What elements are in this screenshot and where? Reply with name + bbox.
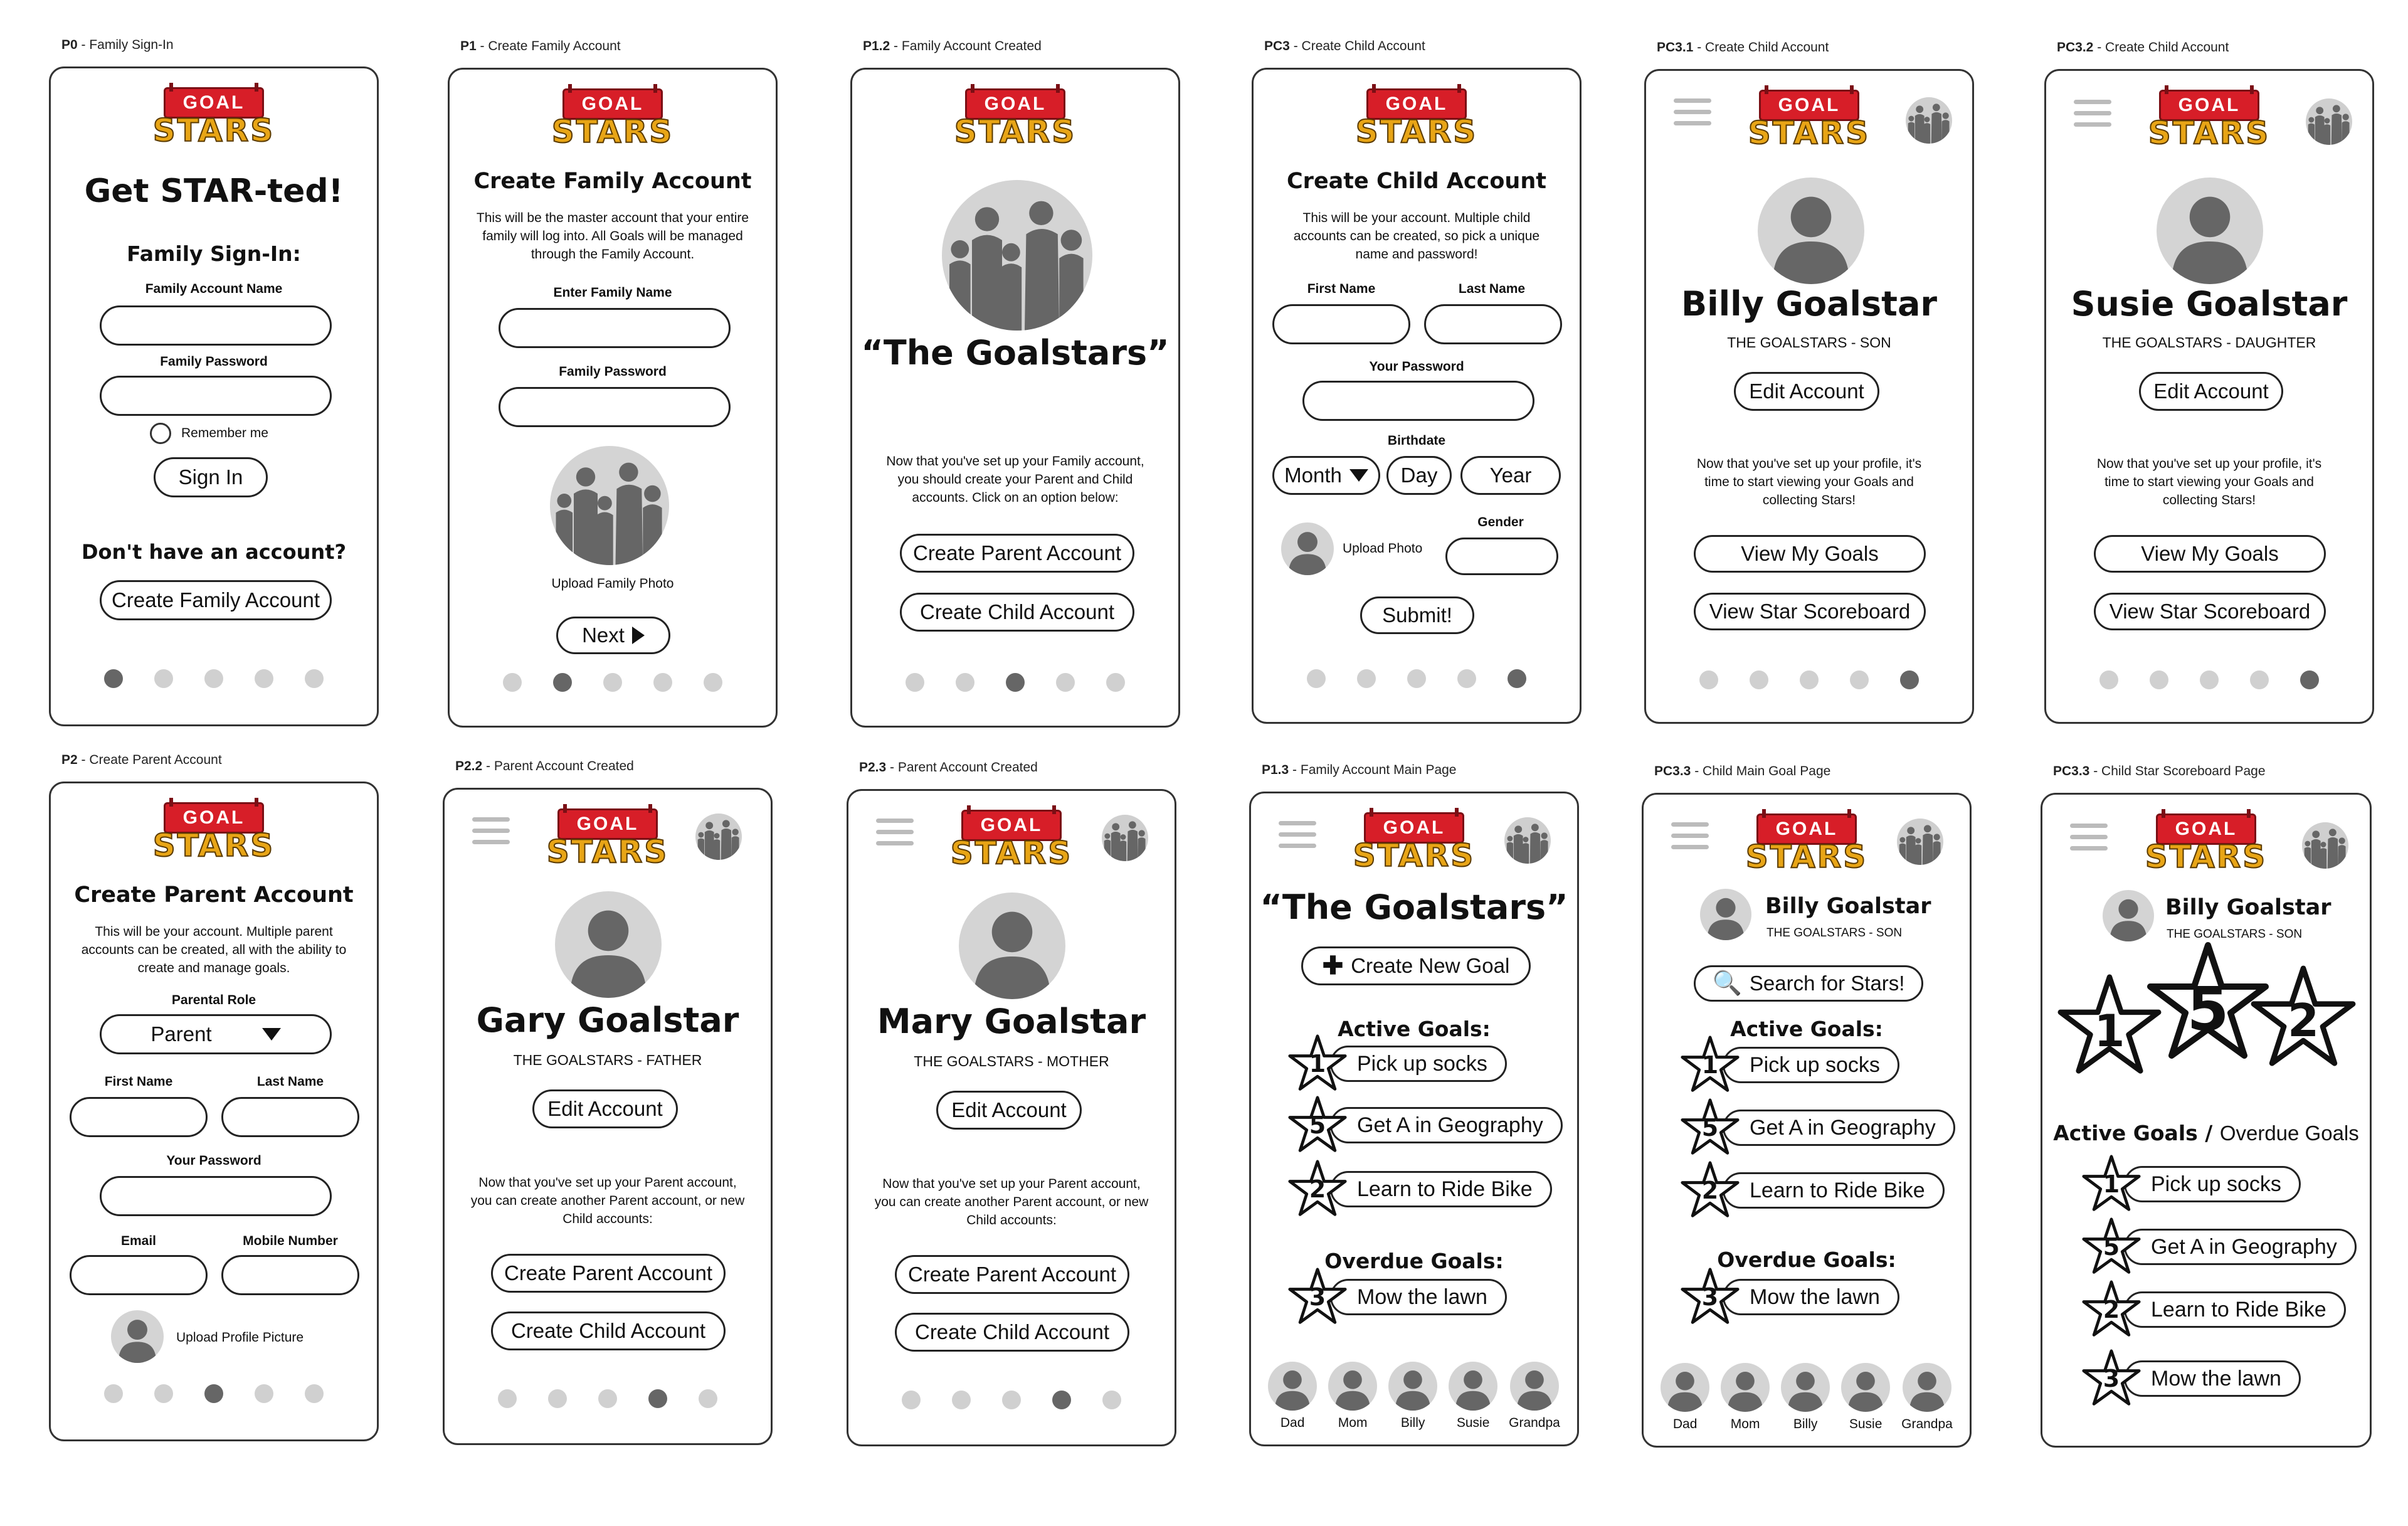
family-member-susie[interactable] <box>1449 1362 1497 1431</box>
avatar <box>1903 1363 1951 1412</box>
goal-label: Pick up socks <box>2124 1166 2301 1202</box>
edit-account-button[interactable]: Edit Account <box>2139 372 2283 411</box>
family-member-label: Dad <box>1280 1416 1305 1430</box>
create-child-account-button[interactable]: Create Child Account <box>900 593 1134 632</box>
goal-item[interactable] <box>1287 1106 1563 1145</box>
goal-item[interactable] <box>2081 1165 2301 1204</box>
parental-role-select[interactable]: Parent <box>100 1014 332 1054</box>
profile-avatar <box>2157 178 2263 284</box>
upload-photo-label: Upload Family Photo <box>551 576 674 591</box>
screen-caption: Child Main Goal Page <box>1703 764 1831 778</box>
screen-pc3-1: PC3.1 - Create Child Account GOAL STARS Billy Goalstar THE GOALSTARS - SON Edit Account Now that you've set up your profile, it's time to start viewing your Goals and collecting Stars! View My Goals View Star Scoreboard <box>1644 69 1974 724</box>
profile-avatar <box>959 893 1065 999</box>
goal-item[interactable] <box>2081 1227 2357 1266</box>
screen-id: PC3.1 <box>1657 40 1694 55</box>
screen-caption: Create Parent Account <box>89 753 222 767</box>
page-dots <box>852 673 1178 692</box>
avatar <box>1781 1363 1830 1412</box>
no-account-heading: Don't have an account? <box>81 540 347 564</box>
mobile-number-label: Mobile Number <box>243 1234 338 1248</box>
edit-account-button[interactable]: Edit Account <box>532 1089 678 1128</box>
screen-caption: Family Account Main Page <box>1300 763 1457 777</box>
goal-star-count: 5 <box>1701 1114 1719 1142</box>
goal-star-count: 3 <box>1701 1283 1719 1311</box>
goal-item[interactable] <box>1680 1278 1899 1317</box>
goal-star-count: 1 <box>2103 1170 2120 1198</box>
screen-caption: Create Child Account <box>1301 39 1425 53</box>
goal-label: Mow the lawn <box>1723 1279 1899 1315</box>
avatar <box>1268 1362 1317 1411</box>
page-description: Now that you've set up your profile, it's time to start viewing your Goals and collecting Stars! <box>1696 457 1922 507</box>
page-title: Create Family Account <box>473 169 752 194</box>
star-icon <box>2081 1217 2141 1277</box>
screen-p2: P2 - Create Parent Account GOAL STARS Create Parent Account This will be your account. Multiple parent accounts can be created, all with the ability to create and manage goals. Parental Role Parent First Name Last Name Your Password Email Mobile Number Upload Profile Picture <box>49 782 379 1441</box>
screen-id: P2.2 <box>455 759 483 773</box>
family-icon[interactable] <box>1906 97 1952 144</box>
last-name-label: Last Name <box>256 1074 324 1089</box>
overdue-goals-heading: Overdue Goals: <box>1324 1249 1504 1273</box>
phone-frame <box>49 66 379 726</box>
goal-stars-logo: GOAL STARS <box>2143 813 2269 876</box>
screen-p2-3: P2.3 - Parent Account Created GOAL STARS Mary Goalstar THE GOALSTARS - MOTHER Edit Account Now that you've set up your Parent account, you can create another Parent account, or new Child accounts: Create Parent Account Create Child Account <box>847 789 1176 1446</box>
search-stars-button[interactable]: 🔍 Search for Stars! <box>1694 965 1923 1002</box>
star-icon <box>1287 1267 1348 1327</box>
family-member-billy[interactable] <box>1388 1362 1437 1431</box>
last-name-label: Last Name <box>1458 282 1526 296</box>
family-members-bar <box>1251 1362 1577 1431</box>
family-members-bar <box>1644 1363 1970 1432</box>
profile-name: Billy Goalstar <box>2165 895 2331 920</box>
page-description: Now that you've set up your Parent account, you can create another Parent account, or new Child accounts: <box>470 1175 745 1226</box>
goal-stars-logo: GOAL STARS <box>1746 90 1872 152</box>
first-name-label: First Name <box>104 1074 173 1089</box>
screen-caption: Create Family Account <box>488 39 621 53</box>
goal-stars-logo: GOAL STARS <box>1351 812 1477 875</box>
family-member-label: Billy <box>1793 1417 1818 1431</box>
upload-photo-label: Upload Photo <box>1343 541 1423 556</box>
goal-star-count: 3 <box>1309 1283 1326 1311</box>
screen-id: P2.3 <box>859 760 887 775</box>
family-icon[interactable] <box>1504 817 1551 864</box>
chevron-down-icon <box>262 1028 281 1041</box>
view-my-goals-button[interactable]: View My Goals <box>1694 535 1926 573</box>
phone-frame <box>850 68 1180 728</box>
goal-item[interactable] <box>1287 1170 1552 1209</box>
screen-id: PC3.3 <box>2053 764 2090 778</box>
first-name-input[interactable] <box>1272 304 1410 344</box>
remember-me-radio[interactable] <box>150 423 171 444</box>
goal-star-count: 3 <box>2103 1365 2120 1392</box>
profile-role: THE GOALSTARS - SON <box>1727 334 1891 351</box>
goal-label: Get A in Geography <box>1330 1107 1563 1143</box>
password-input[interactable] <box>1302 381 1534 421</box>
avatar <box>1510 1362 1559 1411</box>
goal-stars-logo: GOAL STARS <box>550 88 675 151</box>
password-label: Family Password <box>160 354 268 369</box>
family-member-dad[interactable] <box>1268 1362 1317 1431</box>
screen-id: P1.2 <box>863 39 890 53</box>
goal-item[interactable] <box>1287 1044 1507 1083</box>
page-dots <box>848 1391 1175 1409</box>
goal-label: Mow the lawn <box>1330 1279 1507 1315</box>
screen-caption: Create Child Account <box>1705 40 1829 55</box>
family-member-label: Grandpa <box>1509 1416 1560 1430</box>
profile-name: Mary Goalstar <box>877 1002 1146 1041</box>
chevron-down-icon <box>1349 469 1368 482</box>
family-name-input[interactable] <box>499 308 731 348</box>
phone-frame <box>2041 793 2372 1448</box>
active-score-value: 1 <box>2094 1005 2125 1057</box>
star-icon <box>1680 1267 1740 1327</box>
star-icon <box>1680 1035 1740 1095</box>
goal-label: Pick up socks <box>1723 1047 1899 1083</box>
star-icon <box>1287 1095 1348 1155</box>
family-photo <box>942 180 1092 331</box>
profile-name: Gary Goalstar <box>476 1000 739 1040</box>
menu-icon[interactable] <box>472 817 510 845</box>
edit-account-button[interactable]: Edit Account <box>936 1091 1082 1130</box>
overdue-goals-heading: Overdue Goals: <box>1717 1248 1896 1272</box>
phone-frame <box>847 789 1176 1446</box>
family-member-mom[interactable] <box>1721 1363 1770 1432</box>
profile-avatar <box>2103 890 2154 941</box>
goal-star-count: 5 <box>1309 1111 1326 1139</box>
password-input[interactable] <box>100 1176 332 1216</box>
page-description: Now that you've set up your Parent account, you can create another Parent account, or new Child accounts: <box>874 1177 1149 1227</box>
star-icon <box>1680 1160 1740 1221</box>
next-button[interactable]: Next <box>556 617 670 654</box>
screen-caption: Create Child Account <box>2105 40 2229 55</box>
profile-avatar <box>1758 178 1864 284</box>
create-parent-account-button[interactable]: Create Parent Account <box>491 1254 726 1293</box>
screen-id: P2 <box>61 753 78 767</box>
profile-name: Billy Goalstar <box>1765 894 1931 919</box>
goal-stars-logo: GOAL STARS <box>151 802 277 865</box>
avatar <box>1661 1363 1709 1412</box>
page-dots <box>1254 669 1580 688</box>
menu-icon[interactable] <box>2070 824 2108 851</box>
star-icon <box>2081 1280 2141 1340</box>
view-my-goals-button[interactable]: View My Goals <box>2094 535 2326 573</box>
family-member-label: Grandpa <box>1901 1417 1953 1431</box>
search-icon: 🔍 <box>1712 970 1742 997</box>
profile-role: THE GOALSTARS - MOTHER <box>914 1053 1109 1069</box>
page-dots <box>51 669 377 688</box>
overdue-score-value: 2 <box>2287 994 2320 1047</box>
goal-label: Learn to Ride Bike <box>2124 1291 2346 1328</box>
goal-label: Mow the lawn <box>2124 1360 2301 1397</box>
goal-stars-logo: GOAL STARS <box>953 88 1078 151</box>
family-member-label: Mom <box>1730 1417 1760 1431</box>
page-description: Now that you've set up your profile, it's time to start viewing your Goals and collecting Stars! <box>2096 457 2322 507</box>
goal-star-count: 1 <box>1309 1050 1326 1078</box>
month-select[interactable]: Month <box>1272 456 1380 495</box>
avatar <box>1449 1362 1497 1411</box>
goal-item[interactable] <box>2081 1290 2346 1329</box>
goal-item[interactable] <box>1680 1108 1955 1147</box>
create-parent-account-button[interactable]: Create Parent Account <box>900 534 1134 573</box>
account-name-input[interactable] <box>100 305 332 346</box>
sign-in-button[interactable]: Sign In <box>154 457 268 497</box>
screen-pc3-2: PC3.2 - Create Child Account GOAL STARS Susie Goalstar THE GOALSTARS - DAUGHTER Edit Account Now that you've set up your profile, it's time to start viewing your Goals and collecting Stars! View My Goals View Star Scoreboard <box>2044 69 2374 724</box>
screen-p1-3: P1.3 - Family Account Main Page GOAL STARS “The Goalstars” ✚ Create New Goal Active Goals: 1 Pick up socks 5 Get A in Geography 2 Learn to Ride Bike Overdue Goals: 3 Mow the lawn Dad Mom Billy Susie Grandpa <box>1249 792 1579 1446</box>
avatar <box>1841 1363 1890 1412</box>
gender-input[interactable] <box>1445 538 1558 575</box>
page-description: This will be your account. Multiple child accounts can be created, so pick a unique name and password! <box>1293 211 1540 262</box>
star-icon <box>2081 1348 2141 1409</box>
page-dots <box>450 673 776 692</box>
goal-star-count: 2 <box>1701 1177 1719 1204</box>
screen-p1-2: P1.2 - Family Account Created GOAL STARS “The Goalstars” Now that you've set up your Family account, you should create your Parent and Child accounts. Click on an option below: Create Parent Account Create Child Account <box>850 68 1180 728</box>
goal-stars-logo: GOAL STARS <box>1354 88 1479 151</box>
family-icon[interactable] <box>695 813 742 860</box>
screen-caption: Parent Account Created <box>897 760 1038 775</box>
create-family-account-button[interactable]: Create Family Account <box>100 580 332 620</box>
page-title: Create Parent Account <box>74 882 354 908</box>
view-star-scoreboard-button[interactable]: View Star Scoreboard <box>1694 593 1926 630</box>
play-icon <box>632 627 645 644</box>
upload-profile-label: Upload Profile Picture <box>176 1330 304 1345</box>
menu-icon[interactable] <box>2074 100 2111 127</box>
family-member-dad[interactable] <box>1661 1363 1709 1432</box>
family-member-mom[interactable] <box>1328 1362 1377 1431</box>
gender-label: Gender <box>1477 515 1524 529</box>
screen-id: P0 <box>61 38 78 52</box>
family-member-grandpa[interactable] <box>1509 1362 1560 1431</box>
screen-pc3-3-goals: PC3.3 - Child Main Goal Page GOAL STARS Billy Goalstar THE GOALSTARS - SON 🔍 Search for Stars! Active Goals: 1 Pick up socks 5 Get A in Geography 2 Learn to Ride Bike Overdue Goals: 3 Mow the lawn Dad Mom Billy Susie Grandpa <box>1642 793 1972 1448</box>
page-title: Get STAR-ted! <box>84 172 344 210</box>
upload-profile-avatar[interactable] <box>111 1310 164 1363</box>
star-icon <box>1680 1098 1740 1158</box>
goal-item[interactable] <box>1680 1171 1945 1210</box>
family-member-billy[interactable] <box>1781 1363 1830 1432</box>
mobile-number-input[interactable] <box>221 1255 359 1295</box>
email-input[interactable] <box>70 1255 208 1295</box>
family-member-label: Mom <box>1338 1416 1368 1430</box>
profile-avatar <box>555 891 662 998</box>
star-icon <box>1287 1034 1348 1094</box>
edit-account-button[interactable]: Edit Account <box>1734 372 1879 411</box>
menu-icon[interactable] <box>1671 822 1709 850</box>
profile-role: THE GOALSTARS - SON <box>1766 926 1903 940</box>
family-name: “The Goalstars” <box>1260 888 1568 927</box>
family-member-label: Susie <box>1849 1417 1883 1431</box>
create-child-account-button[interactable]: Create Child Account <box>491 1311 726 1350</box>
password-label: Your Password <box>166 1153 261 1168</box>
star-icon <box>2081 1154 2141 1214</box>
page-dots <box>51 1384 377 1403</box>
screen-p0: P0 - Family Sign-In GOAL STARS Get STAR-ted! Family Sign-In: Family Account Name Family Password Remember me Sign In Don't have an account? Create Family Account <box>49 66 379 726</box>
phone-frame <box>1252 68 1582 724</box>
screen-p2-2: P2.2 - Parent Account Created GOAL STARS Gary Goalstar THE GOALSTARS - FATHER Edit Account Now that you've set up your Parent account, you can create another Parent account, or new Child accounts: Create Parent Account Create Child Account <box>443 788 773 1445</box>
family-member-label: Susie <box>1456 1416 1490 1430</box>
menu-icon[interactable] <box>876 819 914 846</box>
active-goals-heading: Active Goals: <box>1730 1017 1883 1041</box>
family-member-label: Billy <box>1400 1416 1425 1430</box>
section-title: Family Sign-In: <box>127 241 301 266</box>
page-dots <box>1646 670 1972 689</box>
screen-caption: Family Account Created <box>901 39 1042 53</box>
screen-caption: Family Sign-In <box>89 38 174 52</box>
family-member-susie[interactable] <box>1841 1363 1890 1432</box>
screen-id: PC3 <box>1264 39 1290 53</box>
goal-label: Pick up socks <box>1330 1046 1507 1082</box>
upload-photo-avatar[interactable] <box>1281 522 1334 575</box>
day-select[interactable]: Day <box>1386 456 1452 495</box>
menu-icon[interactable] <box>1674 98 1711 126</box>
family-icon[interactable] <box>2302 822 2348 869</box>
goal-item[interactable] <box>2081 1359 2301 1398</box>
page-description: This will be the master account that your entire family will log into. All Goals will be managed through the Family Account. <box>476 211 749 262</box>
plus-icon: ✚ <box>1322 952 1344 980</box>
scoreboard-heading: Active Goals / Overdue Goals <box>2053 1121 2359 1145</box>
page-description: This will be your account. Multiple parent accounts can be created, all with the ability to create and manage goals. <box>81 925 347 975</box>
goal-stars-logo: GOAL STARS <box>151 87 277 150</box>
screen-caption: Child Star Scoreboard Page <box>2101 764 2266 778</box>
family-name: “The Goalstars” <box>861 333 1170 373</box>
email-label: Email <box>120 1234 157 1248</box>
last-name-input[interactable] <box>221 1097 359 1137</box>
page-dots <box>2046 670 2372 689</box>
password-label: Your Password <box>1369 359 1464 374</box>
star-icon <box>1287 1159 1348 1219</box>
profile-avatar <box>1700 889 1751 940</box>
goal-label: Get A in Geography <box>2124 1229 2357 1265</box>
phone-frame <box>443 788 773 1445</box>
goal-stars-logo: GOAL STARS <box>2147 90 2272 152</box>
first-name-input[interactable] <box>70 1097 208 1137</box>
submit-button[interactable]: Submit! <box>1360 596 1474 634</box>
screen-p1: P1 - Create Family Account GOAL STARS Create Family Account This will be the master account that your entire family will log into. All Goals will be managed through the Family Account. Enter Family Name Family Password Upload Family Photo Next <box>448 68 778 728</box>
create-parent-account-button[interactable]: Create Parent Account <box>895 1255 1129 1294</box>
page-title: Create Child Account <box>1287 169 1546 194</box>
family-password-input[interactable] <box>499 387 731 427</box>
family-password-label: Family Password <box>559 364 667 379</box>
phone-frame <box>448 68 778 728</box>
goal-item[interactable] <box>1287 1278 1507 1317</box>
goal-label: Get A in Geography <box>1723 1110 1955 1146</box>
profile-role: THE GOALSTARS - SON <box>2167 928 2303 941</box>
goal-star-count: 5 <box>2103 1233 2120 1261</box>
goal-stars-logo: GOAL STARS <box>949 810 1074 872</box>
parental-role-label: Parental Role <box>171 993 256 1007</box>
screen-id: P1.3 <box>1262 763 1289 777</box>
goal-star-count: 1 <box>1701 1051 1719 1079</box>
family-icon[interactable] <box>1102 815 1148 861</box>
profile-role: THE GOALSTARS - FATHER <box>513 1052 702 1068</box>
family-member-grandpa[interactable] <box>1901 1363 1953 1432</box>
goal-label: Learn to Ride Bike <box>1723 1172 1945 1209</box>
screen-pc3-3-scoreboard: PC3.3 - Child Star Scoreboard Page GOAL STARS Billy Goalstar THE GOALSTARS - SON 1 5 2 Active Goals / Overdue Goals 1 Pick up socks 5 Get A in Geography 2 Learn to Ride Bike 3 Mow the lawn <box>2041 793 2372 1448</box>
profile-role: THE GOALSTARS - DAUGHTER <box>2102 334 2316 351</box>
family-member-label: Dad <box>1672 1417 1698 1431</box>
phone-frame <box>1644 69 1974 724</box>
account-name-label: Family Account Name <box>145 282 283 296</box>
goal-star-count: 2 <box>2103 1296 2120 1323</box>
year-select[interactable]: Year <box>1460 456 1561 495</box>
overdue-score-star <box>2249 964 2357 1072</box>
goal-star-count: 2 <box>1309 1175 1326 1203</box>
family-photo-upload[interactable] <box>550 446 669 565</box>
family-icon[interactable] <box>1897 819 1943 865</box>
phone-frame <box>1642 793 1972 1448</box>
screen-pc3: PC3 - Create Child Account GOAL STARS Create Child Account This will be your account. Multiple child accounts can be created, so pick a unique name and password! First Name Last Name Your Password Birthdate Month Day Year Upload Photo Gender Submit! <box>1252 68 1582 724</box>
avatar <box>1721 1363 1770 1412</box>
phone-frame <box>49 782 379 1441</box>
total-score-value: 5 <box>2187 974 2229 1044</box>
screen-id: P1 <box>460 39 477 53</box>
goal-stars-logo: GOAL STARS <box>545 808 670 871</box>
goal-stars-logo: GOAL STARS <box>1744 813 1869 876</box>
avatar <box>1388 1362 1437 1411</box>
phone-frame <box>1249 792 1579 1446</box>
phone-frame <box>2044 69 2374 724</box>
birthdate-label: Birthdate <box>1387 433 1446 448</box>
view-star-scoreboard-button[interactable]: View Star Scoreboard <box>2094 593 2326 630</box>
family-icon[interactable] <box>2306 98 2352 145</box>
page-description: Now that you've set up your Family account, you should create your Parent and Child accounts. Click on an option below: <box>886 454 1144 505</box>
family-name-label: Enter Family Name <box>553 285 672 300</box>
screen-id: PC3.3 <box>1654 764 1691 778</box>
profile-name: Billy Goalstar <box>1681 284 1938 324</box>
create-child-account-button[interactable]: Create Child Account <box>895 1313 1129 1352</box>
create-new-goal-button[interactable]: ✚ Create New Goal <box>1301 946 1531 985</box>
screen-caption: Parent Account Created <box>494 759 634 773</box>
screen-id: PC3.2 <box>2057 40 2094 55</box>
menu-icon[interactable] <box>1279 821 1316 849</box>
goal-item[interactable] <box>1680 1046 1899 1084</box>
page-dots <box>445 1389 771 1408</box>
remember-me-label: Remember me <box>181 426 268 440</box>
active-goals-heading: Active Goals: <box>1338 1017 1491 1041</box>
last-name-input[interactable] <box>1424 304 1562 344</box>
profile-name: Susie Goalstar <box>2071 284 2348 324</box>
goal-label: Learn to Ride Bike <box>1330 1171 1552 1207</box>
password-input[interactable] <box>100 376 332 416</box>
first-name-label: First Name <box>1307 282 1376 296</box>
avatar <box>1328 1362 1377 1411</box>
